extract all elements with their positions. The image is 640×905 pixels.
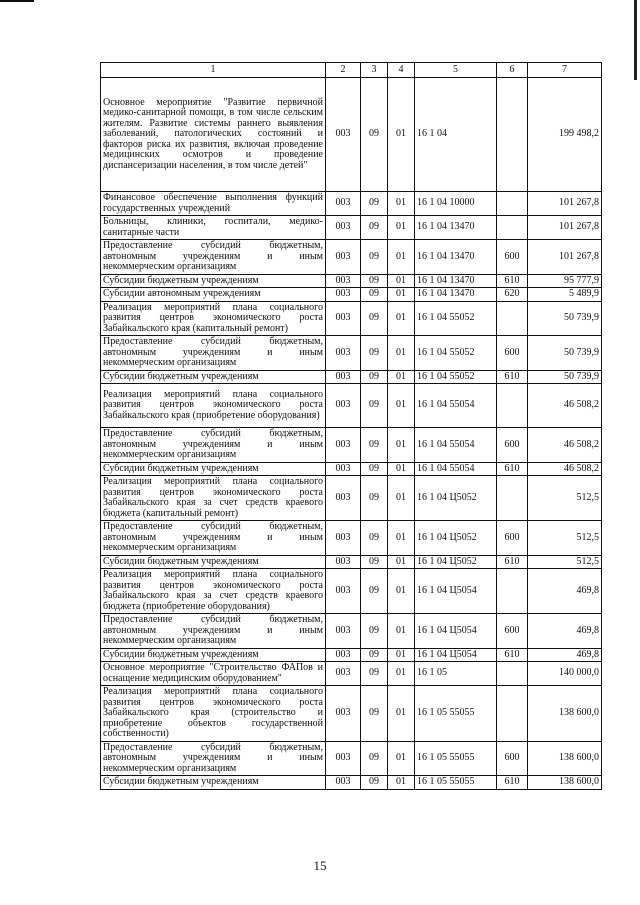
row-pr: 01: [388, 240, 415, 275]
row-vr: 600: [497, 428, 528, 463]
row-pr: 01: [388, 662, 415, 686]
table-row: [101, 614, 602, 649]
row-cs: 16 1 05 55055: [415, 776, 497, 790]
row-pr: 01: [388, 370, 415, 384]
row-cs: 16 1 04 Ц5052: [415, 521, 497, 556]
row-vr: 610: [497, 776, 528, 790]
page-number: 15: [313, 858, 327, 873]
row-vr: 620: [497, 288, 528, 302]
row-vr: 600: [497, 336, 528, 371]
row-gr: 003: [326, 462, 361, 476]
row-vr: 600: [497, 521, 528, 556]
row-name: Субсидии автономным учреждениям: [101, 288, 326, 302]
row-name: Субсидии бюджетным учреждениям: [101, 555, 326, 569]
row-vr: 600: [497, 240, 528, 275]
row-name: Основное мероприятие "Развитие первичной медико-санитарной помощи, в том числе сельским жителям. Развитие системы раннего выявления заболеваний, патологических состояний и факторов риска их развития, включая проведение медицинских осмотров и проведение диспансеризации населения, в том числе детей": [101, 78, 326, 192]
row-cs: 16 1 04 Ц5054: [415, 614, 497, 649]
row-name: Реализация мероприятий плана социального развития центров экономического роста Забайкальского края за счет средств краевого бюджета (капитальный ремонт): [101, 476, 326, 521]
row-gr: 003: [326, 741, 361, 776]
row-gr: 003: [326, 216, 361, 240]
row-sum: 512,5: [528, 521, 602, 556]
row-vr: [497, 662, 528, 686]
row-name: Больницы, клиники, госпитали, медико-санитарные части: [101, 216, 326, 240]
row-gr: 003: [326, 288, 361, 302]
corner-mark: [0, 0, 34, 12]
row-pr: 01: [388, 686, 415, 742]
header-cell: 3: [361, 63, 388, 78]
row-rz: 09: [361, 192, 388, 216]
scan-edge-mark: [634, 0, 637, 80]
table-row: [101, 288, 602, 302]
row-vr: [497, 216, 528, 240]
row-sum: 50 739,9: [528, 301, 602, 336]
table-row: [101, 555, 602, 569]
row-cs: 16 1 04 Ц5052: [415, 555, 497, 569]
header-cell: 1: [101, 63, 326, 78]
row-gr: 003: [326, 776, 361, 790]
header-cell: 7: [528, 63, 602, 78]
row-gr: 003: [326, 521, 361, 556]
row-cs: 16 1 04 13470: [415, 216, 497, 240]
row-rz: 09: [361, 555, 388, 569]
row-name: Предоставление субсидий бюджетным, автономным учреждениям и иным некоммерческим организациям: [101, 240, 326, 275]
row-cs: 16 1 04 55052: [415, 301, 497, 336]
row-cs: 16 1 04 55054: [415, 428, 497, 463]
table-row: [101, 384, 602, 428]
row-vr: [497, 569, 528, 614]
budget-table: [100, 62, 602, 790]
row-gr: 003: [326, 192, 361, 216]
row-vr: 610: [497, 370, 528, 384]
table-row: [101, 686, 602, 742]
row-pr: 01: [388, 384, 415, 428]
row-cs: 16 1 04 55052: [415, 336, 497, 371]
row-sum: 50 739,9: [528, 336, 602, 371]
row-gr: 003: [326, 336, 361, 371]
row-cs: 16 1 05 55055: [415, 686, 497, 742]
row-name: Реализация мероприятий плана социального развития центров экономического роста Забайкальского края (приобретение оборудования): [101, 384, 326, 428]
row-rz: 09: [361, 384, 388, 428]
row-vr: [497, 476, 528, 521]
row-rz: 09: [361, 336, 388, 371]
row-cs: 16 1 04 Ц5054: [415, 648, 497, 662]
table-row: [101, 370, 602, 384]
row-sum: 512,5: [528, 476, 602, 521]
row-vr: [497, 686, 528, 742]
row-name: Предоставление субсидий бюджетным, автономным учреждениям и иным некоммерческим организациям: [101, 521, 326, 556]
row-sum: 46 508,2: [528, 428, 602, 463]
row-sum: 50 739,9: [528, 370, 602, 384]
row-pr: 01: [388, 476, 415, 521]
row-name: Предоставление субсидий бюджетным, автономным учреждениям и иным некоммерческим организациям: [101, 614, 326, 649]
row-pr: 01: [388, 336, 415, 371]
row-vr: [497, 78, 528, 192]
row-name: Субсидии бюджетным учреждениям: [101, 370, 326, 384]
row-rz: 09: [361, 521, 388, 556]
row-cs: 16 1 05: [415, 662, 497, 686]
row-sum: 199 498,2: [528, 78, 602, 192]
row-name: Предоставление субсидий бюджетным, автономным учреждениям и иным некоммерческим организациям: [101, 428, 326, 463]
table-row: [101, 741, 602, 776]
row-sum: 138 600,0: [528, 741, 602, 776]
table-row: [101, 274, 602, 288]
row-cs: 16 1 04 13470: [415, 240, 497, 275]
table-row: [101, 776, 602, 790]
row-gr: 003: [326, 476, 361, 521]
row-rz: 09: [361, 274, 388, 288]
row-rz: 09: [361, 776, 388, 790]
row-vr: 610: [497, 648, 528, 662]
row-gr: 003: [326, 301, 361, 336]
row-gr: 003: [326, 370, 361, 384]
row-sum: 101 267,8: [528, 240, 602, 275]
row-name: Субсидии бюджетным учреждениям: [101, 274, 326, 288]
row-gr: 003: [326, 569, 361, 614]
row-pr: 01: [388, 301, 415, 336]
row-cs: 16 1 04 13470: [415, 288, 497, 302]
row-sum: 138 600,0: [528, 776, 602, 790]
row-rz: 09: [361, 216, 388, 240]
row-pr: 01: [388, 614, 415, 649]
row-cs: 16 1 04 Ц5052: [415, 476, 497, 521]
row-name: Финансовое обеспечение выполнения функций государственных учреждений: [101, 192, 326, 216]
row-vr: [497, 301, 528, 336]
row-gr: 003: [326, 648, 361, 662]
row-sum: 138 600,0: [528, 686, 602, 742]
row-vr: [497, 192, 528, 216]
header-cell: 4: [388, 63, 415, 78]
row-sum: 46 508,2: [528, 384, 602, 428]
row-cs: 16 1 04 13470: [415, 274, 497, 288]
table-row: [101, 240, 602, 275]
row-pr: 01: [388, 274, 415, 288]
row-pr: 01: [388, 569, 415, 614]
row-name: Предоставление субсидий бюджетным, автономным учреждениям и иным некоммерческим организациям: [101, 741, 326, 776]
row-cs: 16 1 04: [415, 78, 497, 192]
row-rz: 09: [361, 370, 388, 384]
table-row: [101, 216, 602, 240]
row-cs: 16 1 04 Ц5054: [415, 569, 497, 614]
row-vr: 610: [497, 462, 528, 476]
row-pr: 01: [388, 555, 415, 569]
table-row: [101, 521, 602, 556]
row-sum: 101 267,8: [528, 192, 602, 216]
row-name: Реализация мероприятий плана социального развития центров экономического роста Забайкальского края (строительство и приобретение объектов государственной собственности): [101, 686, 326, 742]
table-row: [101, 428, 602, 463]
row-rz: 09: [361, 686, 388, 742]
row-name: Предоставление субсидий бюджетным, автономным учреждениям и иным некоммерческим организациям: [101, 336, 326, 371]
row-gr: 003: [326, 555, 361, 569]
row-cs: 16 1 04 10000: [415, 192, 497, 216]
row-gr: 003: [326, 686, 361, 742]
row-rz: 09: [361, 476, 388, 521]
row-sum: 469,8: [528, 614, 602, 649]
row-gr: 003: [326, 274, 361, 288]
row-vr: 610: [497, 274, 528, 288]
row-gr: 003: [326, 662, 361, 686]
header-cell: 2: [326, 63, 361, 78]
header-cell: 5: [415, 63, 497, 78]
row-cs: 16 1 04 55052: [415, 370, 497, 384]
row-rz: 09: [361, 741, 388, 776]
row-pr: 01: [388, 776, 415, 790]
row-rz: 09: [361, 428, 388, 463]
row-sum: 469,8: [528, 569, 602, 614]
row-sum: 512,5: [528, 555, 602, 569]
row-sum: 46 508,2: [528, 462, 602, 476]
row-name: Субсидии бюджетным учреждениям: [101, 648, 326, 662]
row-cs: 16 1 04 55054: [415, 384, 497, 428]
row-rz: 09: [361, 648, 388, 662]
row-pr: 01: [388, 78, 415, 192]
row-pr: 01: [388, 216, 415, 240]
row-rz: 09: [361, 462, 388, 476]
row-cs: 16 1 04 55054: [415, 462, 497, 476]
table-row: [101, 78, 602, 192]
table-row: [101, 569, 602, 614]
table-row: [101, 648, 602, 662]
row-name: Реализация мероприятий плана социального развития центров экономического роста Забайкальского края (капитальный ремонт): [101, 301, 326, 336]
row-gr: 003: [326, 240, 361, 275]
row-rz: 09: [361, 301, 388, 336]
row-sum: 101 267,8: [528, 216, 602, 240]
row-pr: 01: [388, 288, 415, 302]
row-pr: 01: [388, 648, 415, 662]
table-row: [101, 192, 602, 216]
row-pr: 01: [388, 741, 415, 776]
table-row: [101, 476, 602, 521]
row-rz: 09: [361, 569, 388, 614]
row-sum: 140 000,0: [528, 662, 602, 686]
row-name: Субсидии бюджетным учреждениям: [101, 776, 326, 790]
row-rz: 09: [361, 614, 388, 649]
row-vr: 610: [497, 555, 528, 569]
table-row: [101, 336, 602, 371]
row-sum: 5 489,9: [528, 288, 602, 302]
row-gr: 003: [326, 384, 361, 428]
table-row: [101, 662, 602, 686]
row-pr: 01: [388, 192, 415, 216]
table-row: [101, 462, 602, 476]
row-name: Субсидии бюджетным учреждениям: [101, 462, 326, 476]
row-pr: 01: [388, 521, 415, 556]
row-pr: 01: [388, 428, 415, 463]
header-cell: 6: [497, 63, 528, 78]
row-gr: 003: [326, 614, 361, 649]
row-gr: 003: [326, 78, 361, 192]
row-vr: 600: [497, 741, 528, 776]
row-name: Реализация мероприятий плана социального развития центров экономического роста Забайкальского края за счет средств краевого бюджета (приобретение оборудования): [101, 569, 326, 614]
table-header: [101, 63, 602, 78]
row-pr: 01: [388, 462, 415, 476]
row-cs: 16 1 05 55055: [415, 741, 497, 776]
row-gr: 003: [326, 428, 361, 463]
row-rz: 09: [361, 240, 388, 275]
row-vr: [497, 384, 528, 428]
row-vr: 600: [497, 614, 528, 649]
row-name: Основное мероприятие "Строительство ФАПов и оснащение медицинским оборудованием": [101, 662, 326, 686]
row-rz: 09: [361, 662, 388, 686]
row-rz: 09: [361, 288, 388, 302]
row-sum: 469,8: [528, 648, 602, 662]
row-sum: 95 777,9: [528, 274, 602, 288]
table-row: [101, 301, 602, 336]
row-rz: 09: [361, 78, 388, 192]
